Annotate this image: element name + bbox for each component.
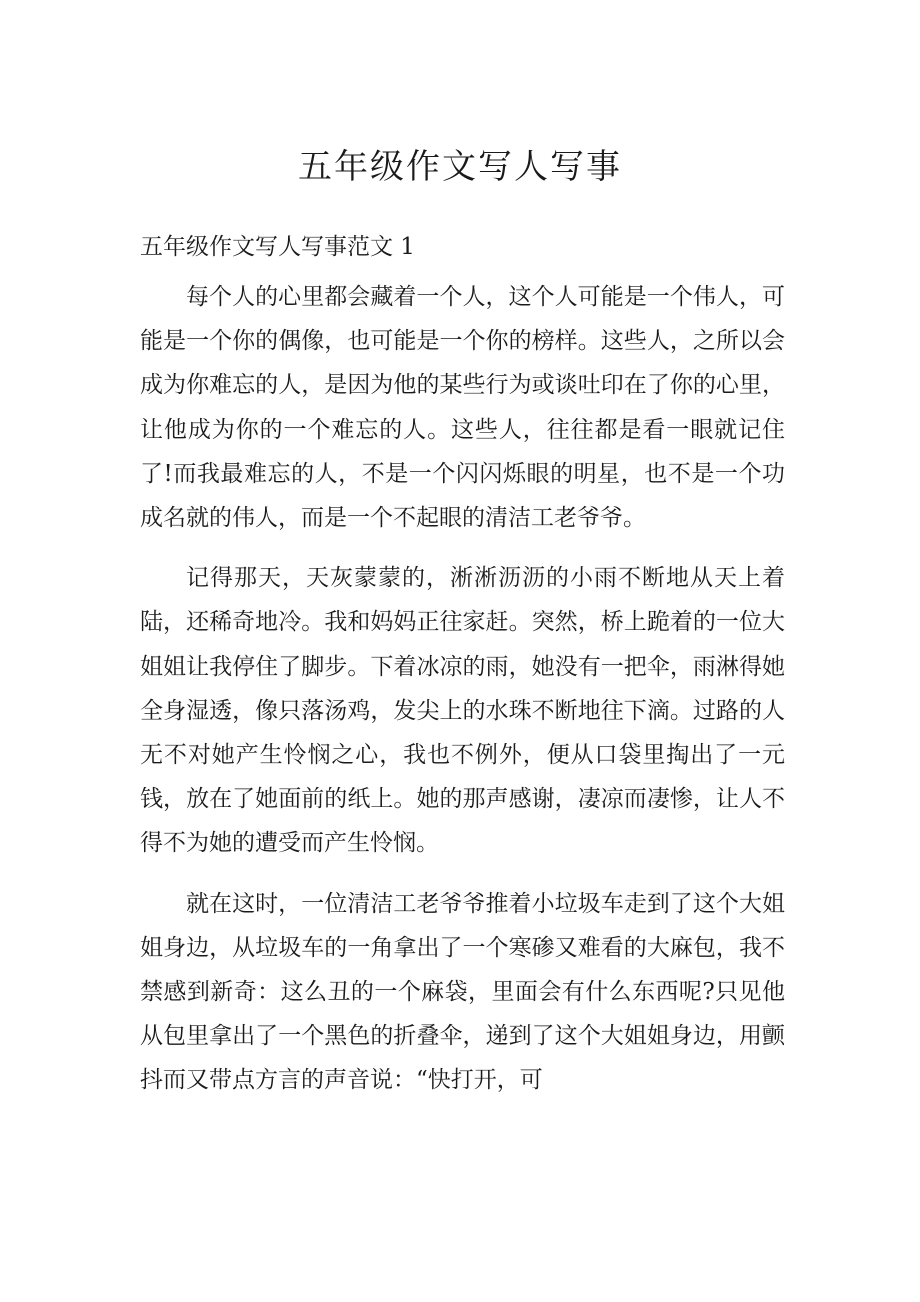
paragraph: 每个人的心里都会藏着一个人，这个人可能是一个伟人，可能是一个你的偶像，也可能是一个你的榜样。这些人，之所以会成为你难忘的人，是因为他的某些行为或谈吐印在了你的心里，让他成为你的一个难忘的人。这些人，往往都是看一眼就记住了!而我最难忘的人，不是一个闪闪烁眼的明星，也不是一个功成名就的伟人，而是一个不起眼的清洁工老爷爷。: [140, 284, 785, 532]
paragraph: 记得那天，天灰蒙蒙的，淅淅沥沥的小雨不断地从天上着陆，还稀奇地冷。我和妈妈正往家赶。突然，桥上跪着的一位大姐姐让我停住了脚步。下着冰凉的雨，她没有一把伞，雨淋得她全身湿透，像只落汤鸡，发尖上的水珠不断地往下滴。过路的人无不对她产生怜悯之心，我也不例外，便从口袋里掏出了一元钱，放在了她面前的纸上。她的那声感谢，凄凉而凄惨，让人不得不为她的遭受而产生怜悯。: [140, 565, 785, 857]
article-body: [140, 275, 785, 1119]
page-title: 五年级作文写人写事: [298, 147, 622, 187]
paragraph: 就在这时，一位清洁工老爷爷推着小垃圾车走到了这个大姐姐身边，从垃圾车的一角拿出了一个寒碜又难看的大麻包，我不禁感到新奇：这么丑的一个麻袋，里面会有什么东西呢?只见他从包里拿出了一个黑色的折叠伞，递到了这个大姐姐身边，用颤抖而又带点方言的声音说：“快打开，可: [140, 890, 785, 1094]
section-heading: 五年级作文写人写事范文 1: [140, 234, 415, 260]
